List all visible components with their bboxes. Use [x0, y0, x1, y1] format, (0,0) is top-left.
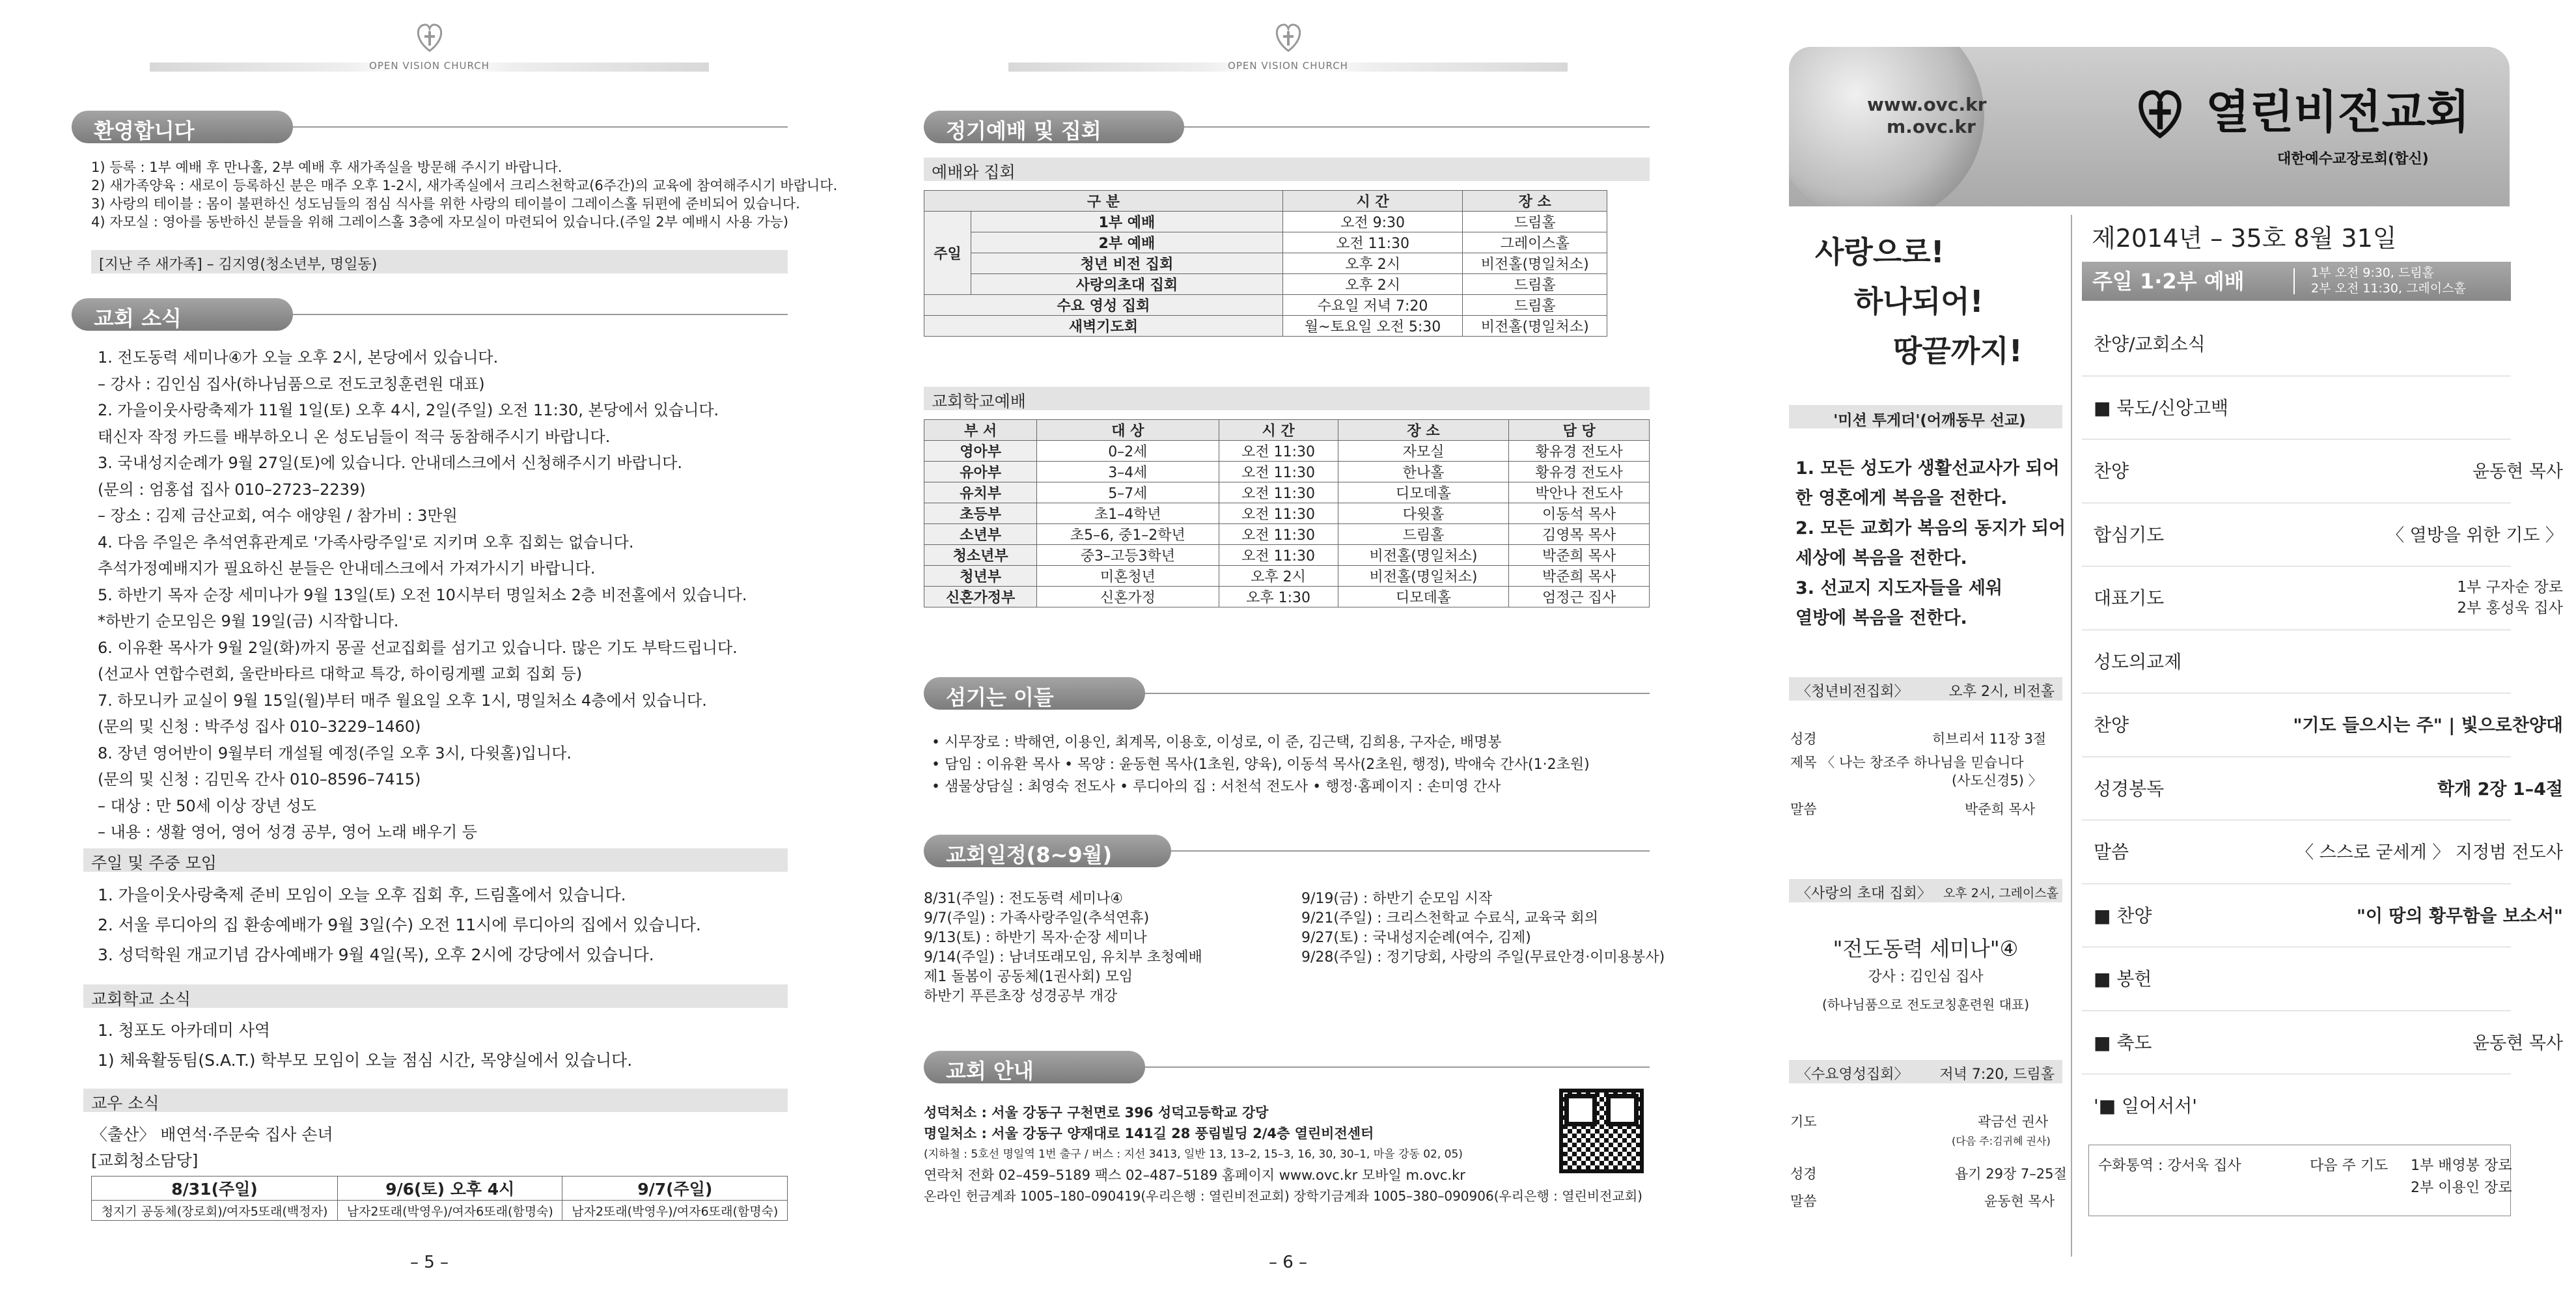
youth-title: 〈청년비전집회〉 [1797, 684, 1909, 700]
school-cell: 다윗홀 [1338, 503, 1509, 524]
school-cell: 박준희 목사 [1509, 545, 1650, 566]
worship-time: 오전 11:30 [1282, 232, 1463, 253]
worship-head-2: 시 간 [1282, 191, 1463, 212]
order-item-name: ■ 묵도/신앙고백 [2094, 397, 2229, 419]
worship-place: 드림홀 [1463, 274, 1607, 295]
school-cell: 3–4세 [1037, 462, 1219, 482]
wed-time: 저녁 7:20, 드림홀 [1939, 1066, 2055, 1083]
worship-time: 오후 2시 [1282, 274, 1463, 295]
worship-name: 사랑의초대 집회 [971, 274, 1283, 295]
school-cell: 청소년부 [924, 545, 1037, 566]
school-cell: 유아부 [924, 462, 1037, 482]
sunday-item-1: 1. 가을이웃사랑축제 준비 모임이 오늘 오후 집회 후, 드림홀에서 있습니다. [98, 885, 626, 904]
school-cell: 엄정근 집사 [1509, 587, 1650, 607]
news-line: (문의 및 신청 : 김민옥 간사 010–8596–7415) [98, 770, 421, 788]
worship-name: 1부 예배 [971, 212, 1283, 232]
news-line: – 내용 : 생활 영어, 영어 성경 공부, 영어 노래 배우기 등 [98, 823, 477, 841]
worship-subheading: 예배와 집회 [924, 158, 1650, 181]
school-cell: 중3–고등3학년 [1037, 545, 1219, 566]
page-6 [859, 0, 1717, 1295]
mission-line: 3. 선교지 지도자들을 세워 [1795, 578, 2003, 598]
separator [2293, 268, 2295, 294]
service-time-1: 1부 오전 9:30, 드림홀 [2311, 266, 2435, 280]
news-line: 태신자 작정 카드를 배부하오니 온 성도님들이 적극 동참해주시기 바랍니다. [98, 427, 611, 446]
order-item-name: ■ 봉헌 [2094, 968, 2152, 990]
serve-heading: 섬기는 이들 [924, 677, 1119, 710]
order-item-name: 성경봉독 [2094, 777, 2165, 800]
mission-line: 1. 모든 성도가 생활선교사가 되어 [1795, 458, 2060, 479]
school-cell: 초등부 [924, 503, 1037, 524]
order-item-name: 합심기도 [2094, 523, 2165, 546]
qr-code-icon[interactable] [1559, 1089, 1644, 1173]
news-line: 6. 이유환 목사가 9월 2일(화)까지 몽골 선교집회를 섬기고 있습니다. 많은 기도 부탁드립니다. [98, 638, 738, 657]
news-line: 8. 장년 영어반이 9월부터 개설될 예정(주일 오후 3시, 다윗홀)입니다. [98, 744, 572, 762]
school-cell: 오전 11:30 [1219, 503, 1338, 524]
worship-row [924, 295, 1607, 316]
news-line: 7. 하모니카 교실이 9월 15일(월)부터 매주 월요일 오후 1시, 명일처소 4층에서 있습니다. [98, 691, 707, 710]
schedule-item: 9/19(금) : 하반기 순모임 시작 [1301, 891, 1493, 907]
school-cell: 박안나 전도사 [1509, 482, 1650, 503]
page-number: – 5 – [409, 1253, 449, 1272]
order-item-name: 말씀 [2094, 841, 2129, 863]
school-cell: 자모실 [1338, 441, 1509, 462]
youth-title-line-2: (사도신경5) 〉 [1952, 773, 2042, 788]
school-row [924, 587, 1650, 607]
school-cell: 이동석 목사 [1509, 503, 1650, 524]
news-heading: 교회 소식 [72, 298, 267, 331]
news-line: – 장소 : 김제 금산교회, 여수 애양원 / 참가비 : 3만원 [98, 507, 458, 525]
school-cell: 신혼가정부 [924, 587, 1037, 607]
worship-row [924, 316, 1607, 337]
members-heading: 교우 소식 [83, 1089, 788, 1112]
worship-place: 드림홀 [1463, 212, 1607, 232]
slogan-1: 사랑으로! [1815, 234, 1945, 270]
church-logo-icon [1269, 17, 1308, 56]
youth-heading [1789, 677, 2062, 701]
serve-line-2: • 담임 : 이유환 목사 • 목양 : 윤동현 목사(1초원, 양육), 이동석 목사(2초원, 행정), 박애숙 간사(1·2초원) [932, 757, 1590, 773]
school-cell: 0–2세 [1037, 441, 1219, 462]
wed-value-4: 윤동현 목사 [1984, 1193, 2055, 1209]
website-url[interactable]: www.ovc.kr [1867, 94, 1987, 115]
order-item-value: 윤동현 목사 [2472, 462, 2563, 482]
schedule-heading: 교회일정(8~9월) [924, 835, 1145, 867]
school-cell: 한나홀 [1338, 462, 1509, 482]
column-divider [2071, 215, 2072, 1257]
new-family-box: [지난 주 새가족] – 김지영(청소년부, 명일동) [91, 250, 788, 273]
worship-time: 오전 9:30 [1282, 212, 1463, 232]
divider [293, 126, 788, 128]
page-number: – 6 – [1268, 1253, 1308, 1272]
school-item-2: 1) 체육활동팀(S.A.T.) 학부모 모임이 오늘 점심 시간, 목양실에서 있습니다. [98, 1051, 633, 1070]
birth-note: 〈출산〉 배연석·주문숙 집사 손녀 [91, 1125, 333, 1144]
sunday-label: 주일 [924, 212, 971, 295]
news-line: 2. 가을이웃사랑축제가 11월 1일(토) 오후 4시, 2일(주일) 오전 11:30, 본당에서 있습니다. [98, 401, 719, 419]
worship-time: 수요일 저녁 7:20 [1282, 295, 1463, 316]
worship-place: 드림홀 [1463, 295, 1607, 316]
school-row [924, 482, 1650, 503]
guide-heading: 교회 안내 [924, 1051, 1119, 1083]
youth-label-1: 성경 [1790, 731, 1817, 747]
news-line: – 대상 : 만 50세 이상 장년 성도 [98, 796, 316, 815]
order-item-name: ■ 축도 [2094, 1031, 2152, 1053]
school-heading: 교회학교 소식 [83, 984, 788, 1008]
worship-name: 2부 예배 [971, 232, 1283, 253]
school-subheading: 교회학교예배 [924, 387, 1650, 410]
school-head: 대 상 [1037, 420, 1219, 441]
news-line: – 강사 : 김인심 집사(하나님품으로 전도코칭훈련원 대표) [98, 374, 485, 393]
schedule-item: 8/31(주일) : 전도동력 세미나④ [924, 891, 1123, 907]
school-row [924, 545, 1650, 566]
news-line: (문의 및 신청 : 박주성 집사 010–3229–1460) [98, 717, 421, 736]
school-cell: 영아부 [924, 441, 1037, 462]
order-item-value: 학개 2장 1–4절 [2437, 779, 2563, 800]
order-item-value: 윤동현 목사 [2472, 1033, 2563, 1053]
school-cell: 디모데홀 [1338, 587, 1509, 607]
youth-label-3: 말씀 [1790, 801, 1817, 817]
youth-value-3: 박준희 목사 [1965, 801, 2036, 817]
school-row [924, 524, 1650, 545]
welcome-heading: 환영합니다 [72, 111, 267, 143]
welcome-line-4: 4) 자모실 : 영아를 동반하신 분들을 위해 그레이스홀 3층에 자모실이 마련되어 있습니다.(주일 2부 예배시 사용 가능) [91, 214, 789, 230]
school-cell: 오전 11:30 [1219, 545, 1338, 566]
news-line: 3. 국내성지순례가 9월 27일(토)에 있습니다. 안내데스크에서 신청해주시기 바랍니다. [98, 454, 682, 472]
school-cell: 오전 11:30 [1219, 524, 1338, 545]
order-item-name: 찬양 [2094, 460, 2129, 482]
sunday-item-3: 3. 성덕학원 개교기념 감사예배가 9월 4일(목), 오후 2시에 강당에서 있습니다. [98, 945, 654, 964]
wed-value-1: 곽금선 권사 [1978, 1114, 2049, 1130]
page-5 [0, 0, 859, 1295]
service-title: 주일 1·2부 예배 [2092, 269, 2245, 294]
mission-line: 세상에 복음을 전한다. [1795, 548, 1967, 568]
worship-name: 새벽기도회 [924, 316, 1283, 337]
school-cell: 5–7세 [1037, 482, 1219, 503]
mission-line: 열방에 복음을 전한다. [1795, 608, 1967, 628]
wed-label-3: 성경 [1790, 1166, 1817, 1182]
guide-line-5: 온라인 헌금계좌 1005–180–090419(우리은행 : 열린비전교회) 장학기금계좌 1005–380–090906(우리은행 : 열린비전교회) [924, 1188, 1642, 1204]
clean-head-3: 9/7(주일) [562, 1177, 788, 1201]
next-prayer-1: 1부 배영봉 장로 [2411, 1158, 2512, 1174]
school-cell: 박준희 목사 [1509, 566, 1650, 587]
worship-head-3: 장 소 [1463, 191, 1607, 212]
guide-line-3: (지하철 : 5호선 명일역 1번 출구 / 버스 : 지선 3413, 일반 13, 13–2, 15–3, 16, 30, 30–1, 마을 강동 02, 05) [924, 1148, 1463, 1161]
order-item-value: 〈 스스로 굳세게 〉 지정범 전도사 [2296, 842, 2563, 863]
school-row [924, 503, 1650, 524]
worship-row [924, 274, 1607, 295]
divider [1184, 126, 1650, 128]
next-prayer-2: 2부 이용인 장로 [2411, 1180, 2512, 1196]
school-cell: 초1–4학년 [1037, 503, 1219, 524]
worship-row [924, 232, 1607, 253]
cleaning-table [91, 1176, 788, 1221]
school-cell: 오후 1:30 [1219, 587, 1338, 607]
header-text: OPEN VISION CHURCH [369, 60, 490, 72]
sunday-heading: 주일 및 주중 모임 [83, 848, 788, 872]
news-line: 1. 전도동력 세미나④가 오늘 오후 2시, 본당에서 있습니다. [98, 348, 499, 367]
school-table [924, 419, 1650, 607]
school-row [924, 566, 1650, 587]
love-heading [1789, 879, 2062, 902]
news-line: 추석가정예배지가 필요하신 분들은 안내데스크에서 가져가시기 바랍니다. [98, 559, 596, 578]
cover-banner [1789, 47, 2510, 206]
wed-value-2: (다음 주:김귀혜 권사) [1952, 1135, 2051, 1147]
worship-name: 수요 영성 집회 [924, 295, 1283, 316]
mobile-url[interactable]: m.ovc.kr [1887, 116, 1976, 137]
worship-table [924, 190, 1607, 337]
slogan-3: 땅끝까지! [1893, 333, 2023, 369]
worship-place: 비전홀(명일처소) [1463, 253, 1607, 274]
worship-place: 그레이스홀 [1463, 232, 1607, 253]
love-topic: "전도동력 세미나"④ [1833, 936, 2019, 961]
church-name: 열린비전교회 [2206, 85, 2470, 139]
cover-page [1717, 0, 2576, 1295]
love-title: 〈사랑의 초대 집회〉 [1797, 885, 1932, 902]
wed-heading [1789, 1060, 2062, 1083]
divider [1145, 1066, 1650, 1068]
school-cell: 오후 2시 [1219, 566, 1338, 587]
denomination: 대한예수교장로회(합신) [2277, 151, 2429, 167]
welcome-line-3: 3) 사랑의 테이블 : 몸이 불편하신 성도님들의 점심 식사를 위한 사랑의 테이블이 그레이스홀 뒤편에 준비되어 있습니다. [91, 196, 800, 212]
guide-line-2: 명일처소 : 서울 강동구 양재대로 141길 28 풍림빌딩 2/4층 열린비전센터 [924, 1126, 1374, 1141]
wed-label-1: 기도 [1790, 1114, 1817, 1130]
schedule-item: 하반기 푸른초장 성경공부 개강 [924, 988, 1118, 1005]
order-item-value: "이 땅의 황무함을 보소서" [2356, 906, 2563, 926]
school-head: 장 소 [1338, 420, 1509, 441]
school-item-1: 1. 청포도 아카데미 사역 [98, 1021, 271, 1040]
school-cell: 김영목 목사 [1509, 524, 1650, 545]
order-item-name: 대표기도 [2094, 587, 2165, 609]
worship-row [924, 212, 1607, 232]
order-item-name: 찬양 [2094, 714, 2129, 736]
schedule-item: 9/13(토) : 하반기 목자·순장 세미나 [924, 930, 1147, 946]
school-cell: 초5–6, 중1–2학년 [1037, 524, 1219, 545]
school-cell: 오전 11:30 [1219, 482, 1338, 503]
clean-head-1: 8/31(주일) [92, 1177, 338, 1201]
schedule-item: 9/14(주일) : 남녀또래모임, 유치부 초청예배 [924, 949, 1202, 966]
school-cell: 비전홀(명일처소) [1338, 545, 1509, 566]
school-cell: 드림홀 [1338, 524, 1509, 545]
order-item-value: "기도 들으시는 주" | 빛으로찬양대 [2293, 716, 2563, 736]
news-line: (문의 : 엄홍섭 집사 010–2723–2239) [98, 480, 366, 499]
header-text: OPEN VISION CHURCH [1228, 60, 1348, 72]
youth-title-line: 제목 〈 나는 창조주 하나님을 믿습니다 [1790, 755, 2024, 770]
school-cell: 비전홀(명일처소) [1338, 566, 1509, 587]
order-item-name: '■ 일어서서' [2094, 1095, 2197, 1117]
mission-line: 한 영혼에게 복음을 전한다. [1795, 488, 2008, 508]
worship-heading: 정기예배 및 집회 [924, 111, 1158, 143]
worship-time: 월~토요일 오전 5:30 [1282, 316, 1463, 337]
schedule-item: 9/21(주일) : 크리스천학교 수료식, 교육국 회의 [1301, 910, 1598, 926]
order-item-name: 찬양/교회소식 [2094, 333, 2206, 355]
schedule-item: 제1 돌봄이 공동체(1권사회) 모임 [924, 969, 1133, 985]
love-organization: (하나님품으로 전도코칭훈련원 대표) [1821, 997, 2030, 1012]
school-cell: 황유경 전도사 [1509, 462, 1650, 482]
divider [293, 314, 788, 315]
serve-line-3: • 샘물상담실 : 최영숙 전도사 • 루디아의 집 : 서천석 전도사 • 행정·홈페이지 : 손미영 간사 [932, 779, 1501, 795]
love-speaker: 강사 : 김인심 집사 [1868, 969, 1984, 985]
wed-value-3: 욥기 29장 7–25절 [1955, 1166, 2067, 1182]
school-cell: 오전 11:30 [1219, 441, 1338, 462]
clean-cell-1: 청지기 공동체(장로회)/여자5또래(백정자) [92, 1201, 338, 1221]
mission-line: 2. 모든 교회가 복음의 동지가 되어 [1795, 518, 2066, 538]
school-head: 담 당 [1509, 420, 1650, 441]
news-line: 4. 다음 주일은 추석연휴관계로 '가족사랑주일'로 지키며 오후 집회는 없습니다. [98, 533, 634, 551]
divider [1145, 693, 1650, 694]
order-item-value: 1부 구자순 장로 [2457, 579, 2563, 596]
service-time-2: 2부 오전 11:30, 그레이스홀 [2311, 281, 2466, 296]
school-cell: 디모데홀 [1338, 482, 1509, 503]
youth-value-1: 히브리서 11장 3절 [1932, 731, 2047, 747]
row-divider [2082, 1010, 2511, 1011]
news-line: (선교사 연합수련회, 울란바타르 대학교 특강, 하이링게펠 교회 집회 등) [98, 665, 583, 683]
school-cell: 오전 11:30 [1219, 462, 1338, 482]
school-cell: 청년부 [924, 566, 1037, 587]
school-cell: 황유경 전도사 [1509, 441, 1650, 462]
school-cell: 유치부 [924, 482, 1037, 503]
divider [1171, 850, 1650, 852]
welcome-line-2: 2) 새가족양육 : 새로이 등록하신 분은 매주 오후 1-2시, 새가족실에서 크리스천학교(6주간)의 교육에 참여해주시기 바랍니다. [91, 178, 838, 193]
service-bar [2082, 262, 2511, 301]
slogan-2: 하나되어! [1854, 284, 1984, 319]
worship-name: 청년 비전 집회 [971, 253, 1283, 274]
wed-label-4: 말씀 [1790, 1193, 1817, 1209]
love-time: 오후 2시, 그레이스홀 [1943, 886, 2058, 900]
schedule-item: 9/7(주일) : 가족사랑주일(추석연휴) [924, 910, 1150, 926]
worship-row [924, 253, 1607, 274]
issue-info: 제2014년 – 35호 8월 31일 [2092, 224, 2397, 253]
wed-title: 〈수요영성집회〉 [1797, 1066, 1909, 1083]
sunday-item-2: 2. 서울 루디아의 집 환송예배가 9월 3일(수) 오전 11시에 루디아의 집에서 있습니다. [98, 915, 701, 934]
mission-heading: '미션 투게더'(어깨동무 선교) [1789, 405, 2062, 428]
news-line: *하반기 순모임은 9월 19일(금) 시작합니다. [98, 612, 399, 630]
worship-time: 오후 2시 [1282, 253, 1463, 274]
usher-text: 수화통역 : 강서욱 집사 [2098, 1158, 2241, 1174]
guide-line-1: 성덕처소 : 서울 강동구 구천면로 396 성덕고등학교 강당 [924, 1105, 1269, 1121]
school-head: 시 간 [1219, 420, 1338, 441]
worship-place: 비전홀(명일처소) [1463, 316, 1607, 337]
guide-line-4: 연락처 전화 02–459–5189 팩스 02–487–5189 홈페이지 www.ovc.kr 모바일 m.ovc.kr [924, 1167, 1465, 1183]
school-head: 부 서 [924, 420, 1037, 441]
news-line: 5. 하반기 목자 순장 세미나가 9월 13일(토) 오전 10시부터 명일처소 2층 비전홀에서 있습니다. [98, 585, 747, 604]
order-item-value: 2부 홍성욱 집사 [2457, 600, 2563, 617]
schedule-item: 9/27(토) : 국내성지순례(여수, 김제) [1301, 930, 1531, 946]
order-item-value: 〈 열방을 위한 기도 〉 [2387, 525, 2563, 546]
schedule-item: 9/28(주일) : 정기당회, 사랑의 주일(무료안경·이미용봉사) [1301, 949, 1665, 966]
school-cell: 신혼가정 [1037, 587, 1219, 607]
order-item-name: ■ 찬양 [2094, 904, 2152, 926]
church-logo-icon [2127, 79, 2193, 145]
church-logo-icon [410, 17, 449, 56]
serve-line-1: • 시무장로 : 박해연, 이용인, 최계목, 이용호, 이성로, 이 준, 김근택, 김희용, 구자순, 배명봉 [932, 734, 1502, 751]
next-prayer-label: 다음 주 기도 [2310, 1158, 2389, 1174]
worship-head-1: 구 분 [924, 191, 1283, 212]
youth-time: 오후 2시, 비전홀 [1948, 684, 2055, 700]
clean-cell-3: 남자2또래(박영우)/여자6또래(함명숙) [562, 1201, 788, 1221]
clean-cell-2: 남자2또래(박영우)/여자6또래(함명숙) [337, 1201, 562, 1221]
school-row [924, 462, 1650, 482]
school-cell: 소년부 [924, 524, 1037, 545]
welcome-line-1: 1) 등록 : 1부 예배 후 만나홀, 2부 예배 후 새가족실을 방문해 주시기 바랍니다. [91, 160, 562, 175]
order-item-name: 성도의교제 [2094, 650, 2182, 673]
school-row [924, 441, 1650, 462]
school-cell: 미혼청년 [1037, 566, 1219, 587]
clean-head-2: 9/6(토) 오후 4시 [337, 1177, 562, 1201]
cleaning-label: [교회청소담당] [91, 1151, 199, 1170]
